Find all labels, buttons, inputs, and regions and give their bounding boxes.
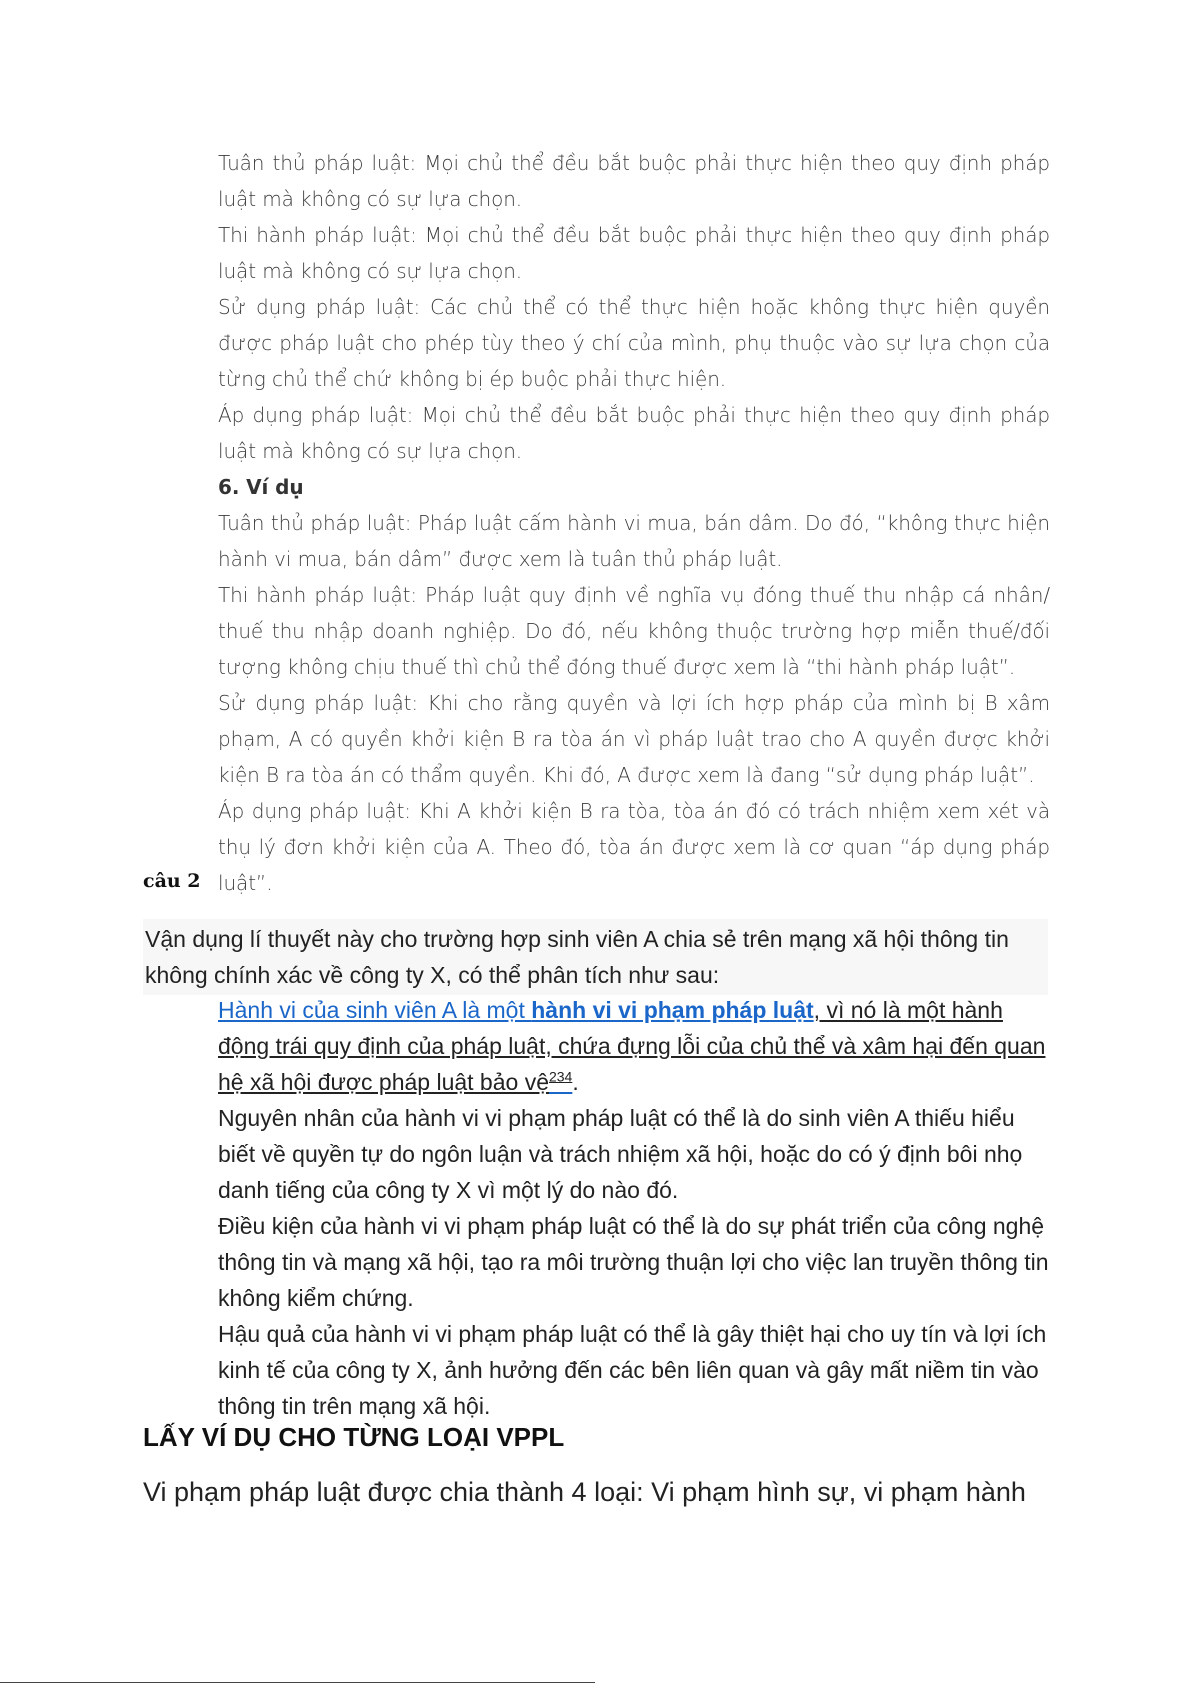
analysis-list xyxy=(180,992,1056,1424)
list-item: Sử dụng pháp luật: Các chủ thể có thể thực hiện hoặc không thực hiện quyền được pháp luật cho phép tùy theo ý chí của mình, phụ thuộc vào sự lựa chọn của từng chủ thể chứ không bị ép buộc phải thực hiện. xyxy=(218,295,1050,391)
section-heading: LẤY VÍ DỤ CHO TỪNG LOẠI VPPL xyxy=(143,1422,565,1452)
list-item: Nguyên nhân của hành vi vi phạm pháp luật có thể là do sinh viên A thiếu hiểu biết về quyền tự do ngôn luận và trách nhiệm xã hội, hoặc do có ý định bôi nhọ danh tiếng của công ty X vì một lý do nào đó. xyxy=(218,1105,1023,1203)
list-item: Sử dụng pháp luật: Khi cho rằng quyền và lợi ích hợp pháp của mình bị B xâm phạm, A có quyền khởi kiện B ra tòa án vì pháp luật trao cho A quyền được khởi kiện B ra tòa án có thẩm quyền. Khi đó, A được xem là đang “sử dụng pháp luật”. xyxy=(218,691,1050,787)
list-item: Hành vi của sinh viên A là một hành vi vi phạm pháp luật, vì nó là một hành động trái quy định của pháp luật, chứa đựng lỗi của chủ thể và xâm hại đến quan hệ xã hội được pháp luật bảo vệ$^{234}$. xyxy=(218,997,1046,1095)
example-subheading: 6. Ví dụ xyxy=(218,475,304,499)
hyperlink-text[interactable]: Hành vi của sinh viên A là một hành vi vi phạm pháp luật, vì nó là một hành động trái quy định của pháp luật, chứa đựng lỗi của chủ thể và xâm hại đến quan hệ xã hội được pháp luật bảo vệ$^{234}$ xyxy=(218,997,1046,1095)
footnote-divider xyxy=(0,1682,595,1683)
list-item: Điều kiện của hành vi vi phạm pháp luật có thể là do sự phát triển của công nghệ thông tin và mạng xã hội, tạo ra môi trường thuận lợi cho việc lan truyền thông tin không kiểm chứng. xyxy=(218,1213,1049,1311)
footnote-ref[interactable]: 234 xyxy=(548,1068,573,1085)
list-item: Áp dụng pháp luật: Mọi chủ thể đều bắt buộc phải thực hiện theo quy định pháp luật mà không có sự lựa chọn. xyxy=(218,403,1050,463)
list-item: Thi hành pháp luật: Mọi chủ thể đều bắt buộc phải thực hiện theo quy định pháp luật mà không có sự lựa chọn. xyxy=(218,223,1050,283)
list-item: Thi hành pháp luật: Pháp luật quy định về nghĩa vụ đóng thuế thu nhập cá nhân/ thuế thu nhập doanh nghiệp. Do đó, nếu không thuộc trường hợp miễn thuế/đối tượng không chịu thuế thì chủ thể đóng thuế được xem là “thi hành pháp luật”. xyxy=(218,583,1050,679)
question-label: câu 2 xyxy=(143,870,201,892)
list-item: Tuân thủ pháp luật: Mọi chủ thể đều bắt buộc phải thực hiện theo quy định pháp luật mà không có sự lựa chọn. xyxy=(218,151,1050,211)
list-item: Hậu quả của hành vi vi phạm pháp luật có thể là gây thiệt hại cho uy tín và lợi ích kinh tế của công ty X, ảnh hưởng đến các bên liên quan và gây mất niềm tin vào thông tin trên mạng xã hội. xyxy=(218,1321,1047,1419)
legal-implementation-list xyxy=(180,145,1050,901)
intro-paragraph: Vận dụng lí thuyết này cho trường hợp sinh viên A chia sẻ trên mạng xã hội thông tin không chính xác về công ty X, có thể phân tích như sau: xyxy=(143,919,1048,995)
body-paragraph: Vi phạm pháp luật được chia thành 4 loại: Vi phạm hình sự, vi phạm hành xyxy=(143,1477,1026,1507)
list-item: Tuân thủ pháp luật: Pháp luật cấm hành vi mua, bán dâm. Do đó, “không thực hiện hành vi mua, bán dâm” được xem là tuân thủ pháp luật. xyxy=(218,511,1050,571)
list-item: Áp dụng pháp luật: Khi A khởi kiện B ra tòa, tòa án đó có trách nhiệm xem xét và thụ lý đơn khởi kiện của A. Theo đó, tòa án được xem là cơ quan “áp dụng pháp luật”. xyxy=(218,799,1050,895)
